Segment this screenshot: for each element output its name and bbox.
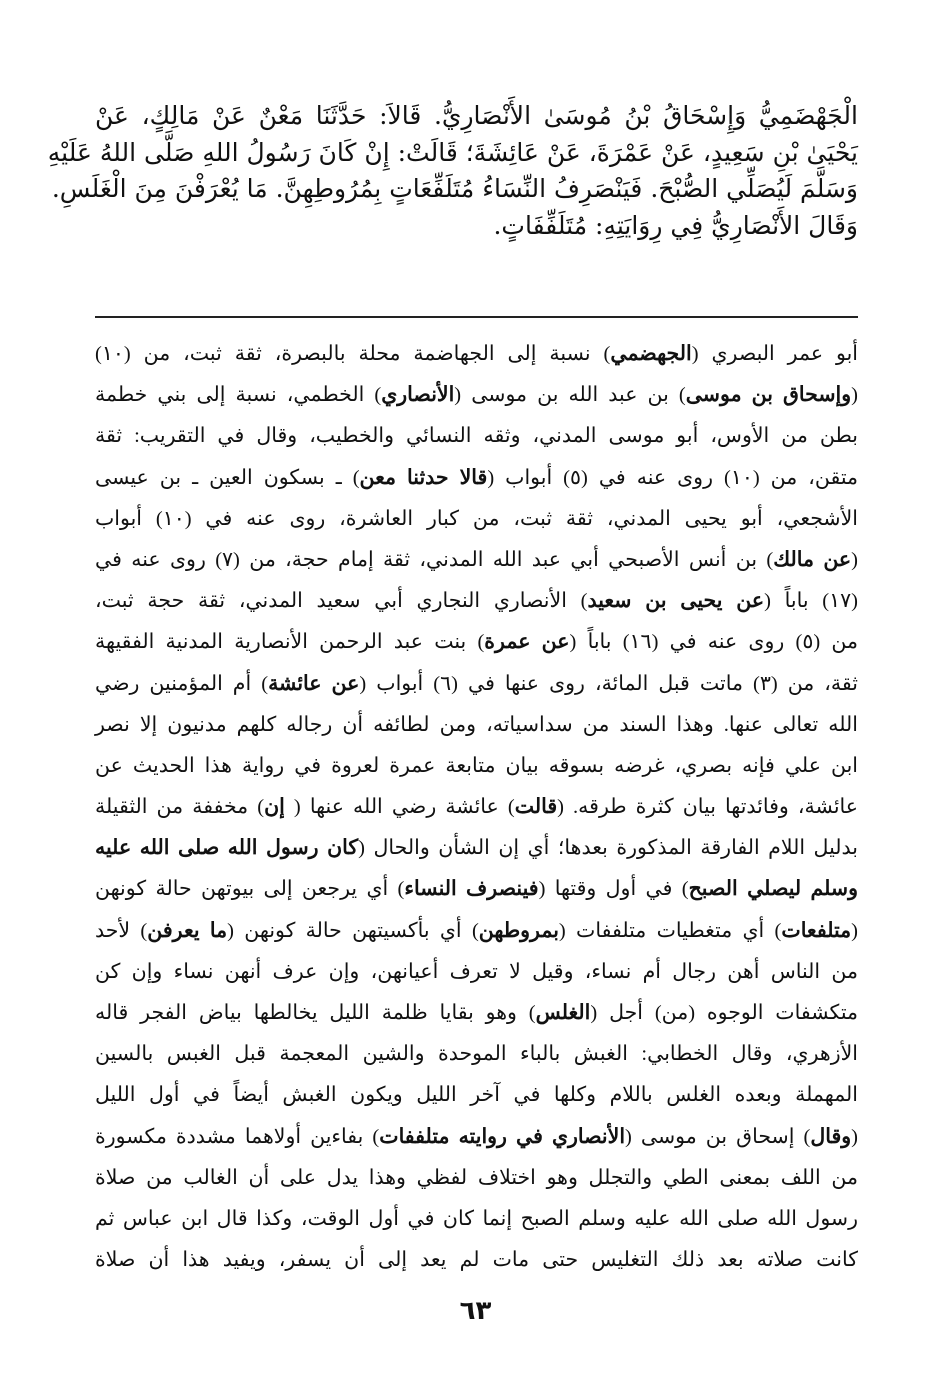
- bold-quote: عن عمرة: [484, 631, 570, 654]
- text-segment: كانت صلاته بعد ذلك التغليس حتى مات لم يعد إلى أن يسفر، ويفيد هذا أن صلاة: [95, 1249, 858, 1272]
- bold-quote: وقال: [810, 1125, 852, 1148]
- bold-quote: متلفعات: [781, 919, 852, 942]
- commentary-line: [95, 911, 858, 952]
- text-segment: (: [851, 548, 858, 571]
- text-segment: ) في أول وقتها (: [538, 878, 689, 901]
- commentary-line: [95, 828, 858, 869]
- commentary-line: [95, 993, 858, 1034]
- text-segment: ) مخففة من الثقيلة: [95, 796, 265, 819]
- commentary-line: [95, 499, 858, 540]
- text-segment: ) أي يرجعن إلى بيوتهن حالة كونهن: [95, 878, 405, 901]
- text-segment: ) إسحاق بن موسى (: [625, 1125, 811, 1148]
- text-segment: ) بنت عبد الرحمن الأنصارية المدنية الفقيهة: [95, 631, 485, 654]
- commentary-line: [95, 869, 858, 910]
- text-segment: بدليل اللام الفارقة المذكورة بعدها؛ أي إن الشأن والحال (: [358, 837, 858, 860]
- text-segment: بطن من الأوس، أبو موسى المدني، وثقه النسائي والخطيب، وقال في التقريب: ثقة: [95, 425, 858, 448]
- text-segment: الأزهري، وقال الخطابي: الغبش بالباء الموحدة والشين المعجمة قبل الغبس بالسين: [95, 1043, 858, 1066]
- text-segment: ) لأحد: [95, 919, 148, 942]
- text-segment: ) وهو بقايا ظلمة الليل يخالطها بياض الفجر قاله: [95, 1002, 536, 1024]
- text-segment: (: [851, 1125, 858, 1148]
- commentary-line: [95, 746, 858, 787]
- commentary-line: [95, 1158, 858, 1199]
- text-segment: من اللف بمعنى الطي والتجلل وهو اختلاف لفظي وهذا يدل على أن الغالب من صلاة: [95, 1166, 858, 1189]
- text-segment: ) أم المؤمنين رضي: [95, 672, 269, 695]
- bold-quote: فينصرف النساء: [404, 878, 539, 901]
- commentary-line: [95, 1240, 858, 1281]
- commentary-line: [95, 334, 858, 375]
- bold-quote: عن عائشة: [268, 672, 360, 695]
- bold-quote: الأنصاري في روايته متلففات: [379, 1125, 626, 1148]
- bold-quote: قالا حدثنا معن: [359, 466, 488, 489]
- hadith-line: الْجَهْضَمِيُّ وَإِسْحَاقُ بْنُ مُوسَىٰ الأَنْصَارِيُّ. قَالاَ: حَدَّثَنَا مَعْنٌ عَنْ مَالِكٍ، عَنْ: [95, 101, 858, 130]
- commentary-line: [95, 375, 858, 416]
- text-segment: ثقة، من (٣) ماتت قبل المائة، روى عنها في (٦) أبواب (: [359, 672, 858, 695]
- text-segment: ) بن عبد الله بن موسى (: [454, 384, 686, 407]
- text-segment: ) بن أنس الأصبحي أبي عبد الله المدني، ثقة إمام حجة، من (٧) روى عنه في: [95, 548, 774, 571]
- bold-quote: عن مالك: [773, 548, 852, 571]
- text-segment: ) عائشة رضي الله عنها (: [284, 796, 515, 819]
- bold-quote: وسلم ليصلي الصبح: [688, 878, 859, 901]
- commentary-line: [95, 1075, 858, 1116]
- text-segment: (١٧) باباً (: [764, 590, 858, 613]
- text-segment: الأشجعي، أبو يحيى المدني، ثقة ثبت، من كبار العاشرة، روى عنه في (١٠) أبواب: [95, 507, 858, 530]
- bold-quote: عن يحيى بن سعيد: [587, 590, 765, 613]
- text-segment: ) الخطمي، نسبة إلى بني خطمة: [95, 384, 382, 407]
- bold-quote: قالت: [514, 796, 558, 819]
- text-segment: من الناس أهن رجال أم نساء، وقيل لا تعرف أعيانهن، وإن عرف أنهن نساء وإن كن: [95, 960, 858, 983]
- bold-quote: ما يعرفن: [147, 919, 228, 942]
- commentary-line: [95, 581, 858, 622]
- text-segment: رسول الله صلى الله عليه وسلم الصبح إنما كان في أول الوقت، وكذا قال ابن عباس ثم: [95, 1207, 858, 1230]
- text-segment: متكشفات الوجوه (من) أجل (: [590, 1002, 858, 1024]
- text-segment: الله تعالى عنها. وهذا السند من سداسياته، ومن لطائفه أن رجاله كلهم مدنيون إلا نصر: [95, 713, 858, 736]
- commentary-line: [95, 416, 858, 457]
- commentary-line: [95, 458, 858, 499]
- text-segment: ) الأنصاري النجاري أبي سعيد المدني، ثقة حجة ثبت،: [95, 590, 588, 613]
- text-segment: ) ـ بسكون العين ـ بن عيسى: [95, 466, 360, 489]
- bold-quote: الغلس: [535, 1002, 591, 1024]
- bold-quote: وإسحاق بن موسى: [685, 384, 852, 407]
- commentary-line: [95, 1117, 858, 1158]
- text-segment: ) أي متغطيات متلففات (: [558, 919, 782, 942]
- hadith-line: وَقَالَ الأَنْصَارِيُّ فِي رِوَايَتِهِ: مُتَلَفِّفَاتٍ.: [493, 210, 858, 240]
- commentary-line: [95, 540, 858, 581]
- commentary-text: [95, 334, 858, 1281]
- text-segment: المهملة وبعده الغلس باللام وكلها في آخر الليل ويكون الغبش أيضاً في أول الليل: [95, 1084, 858, 1107]
- commentary-line: [95, 1199, 858, 1240]
- commentary-line: [95, 664, 858, 705]
- commentary-line: [95, 787, 858, 828]
- text-segment: ) أي بأكسيتهن حالة كونهن (: [227, 919, 479, 942]
- footnote-divider: [95, 316, 858, 318]
- text-segment: ) نسبة إلى الجهاضمة محلة بالبصرة، ثقة ثبت، من (١٠): [95, 343, 611, 365]
- bold-quote: الأنصاري: [381, 384, 455, 407]
- text-segment: عائشة، وفائدتها بيان كثرة طرقه. (: [557, 796, 858, 819]
- text-segment: ) بفاءين أولاهما مشددة مكسورة: [95, 1125, 380, 1148]
- commentary-line: [95, 1034, 858, 1075]
- text-segment: ابن علي فإنه بصري، غرضه بسوقه بيان متابعة عمرة لعروة في رواية هذا الحديث عن: [95, 754, 858, 777]
- commentary-line: [95, 705, 858, 746]
- hadith-text: [47, 98, 858, 244]
- text-segment: (: [851, 919, 858, 942]
- page-number: ٦٣: [459, 1296, 492, 1326]
- hadith-line: يَحْيَىٰ بْنِ سَعِيدٍ، عَنْ عَمْرَةَ، عَنْ عَائِشَةَ؛ قَالَتْ: إِنْ كَانَ رَسُولُ اللهِ صَلَّى اللهُ عَلَيْهِ: [47, 137, 858, 167]
- bold-quote: إن: [264, 796, 285, 819]
- text-segment: (: [851, 384, 858, 407]
- bold-quote: بمروطهن: [478, 919, 559, 942]
- text-segment: من (٥) روى عنه في (١٦) باباً (: [569, 631, 858, 654]
- commentary-line: [95, 622, 858, 663]
- text-segment: متقن، من (١٠) روى عنه في (٥) أبواب (: [487, 466, 859, 489]
- bold-quote: الجهضمي: [610, 343, 692, 365]
- bold-quote: كان رسول الله صلى الله عليه: [95, 837, 359, 860]
- commentary-line: [95, 952, 858, 993]
- hadith-line: وَسَلَّمَ لَيُصَلِّي الصُّبْحَ. فَيَنْصَرِفُ النِّسَاءُ مُتَلَفِّعَاتٍ بِمُرُوطِهِنَّ. مَا يُعْرَفْنَ مِنَ الْغَلَسِ.: [51, 174, 858, 203]
- text-segment: أبو عمر البصري (: [691, 343, 858, 365]
